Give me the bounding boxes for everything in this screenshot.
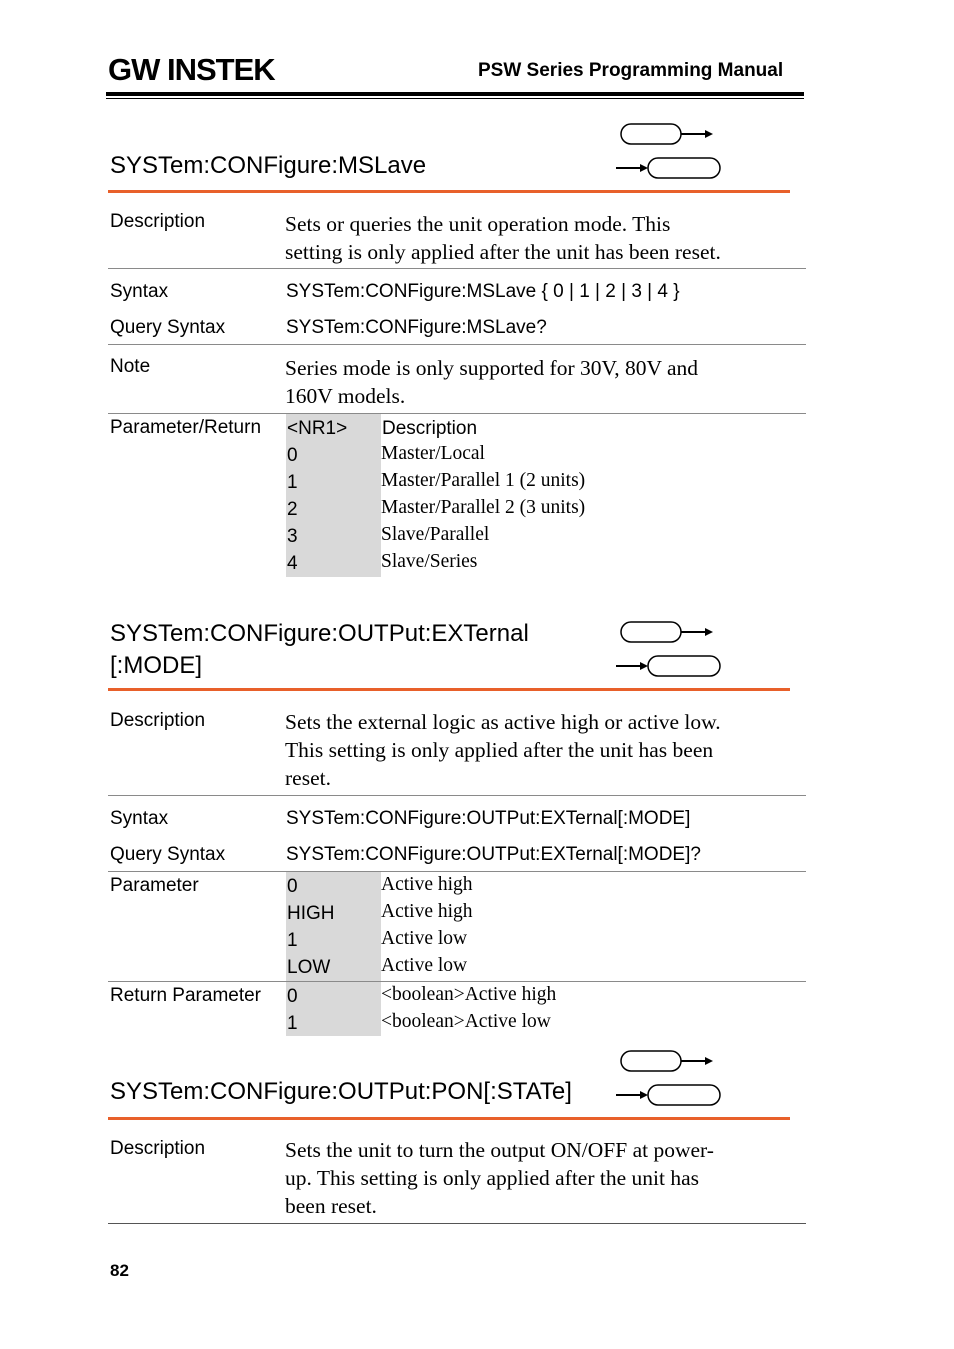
query-syntax-label: Query Syntax (110, 844, 226, 865)
return-shade (286, 982, 381, 1036)
syntax-value: SYSTem:CONFigure:OUTPut:EXTernal[:MODE] (286, 808, 691, 829)
parameter-return-label: Parameter/Return (110, 417, 262, 438)
description-text: Sets the unit to turn the output ON/OFF at power- up. This setting is only applied after the unit has been reset. (285, 1138, 714, 1218)
section-rule (108, 688, 790, 691)
syntax-value: SYSTem:CONFigure:MSLave { 0 | 1 | 2 | 3 | 4 } (286, 281, 680, 302)
note-label: Note (110, 356, 151, 377)
param-code: 4 (287, 553, 298, 574)
param-code: 0 (287, 876, 298, 897)
param-header-code: <NR1> (287, 418, 348, 439)
param-desc: Slave/Series (381, 551, 478, 572)
param-code: 1 (287, 472, 298, 493)
manual-title: PSW Series Programming Manual (478, 60, 784, 81)
header-rule-thin (106, 98, 804, 99)
row-divider (108, 344, 806, 345)
section-title: SYSTem:CONFigure:OUTPut:EXTernal [:MODE] (110, 620, 529, 679)
param-code: HIGH (287, 903, 335, 924)
param-desc: Slave/Parallel (381, 524, 490, 545)
return-code: 0 (287, 986, 298, 1007)
syntax-label: Syntax (110, 808, 169, 829)
param-header-desc: Description (382, 418, 478, 439)
row-divider (108, 413, 806, 414)
param-desc: Active high (381, 901, 473, 922)
query-command-icon (616, 158, 720, 178)
gw-instek-logo (108, 54, 278, 86)
page-number: 82 (110, 1261, 129, 1280)
return-desc: <boolean>Active high (381, 984, 557, 1005)
param-code: LOW (287, 957, 331, 978)
query-command-icon (616, 1085, 720, 1105)
param-code: 0 (287, 445, 298, 466)
param-desc: Active high (381, 874, 473, 895)
description-label: Description (110, 211, 206, 232)
return-code: 1 (287, 1013, 298, 1034)
parameter-label: Parameter (110, 875, 199, 896)
section-rule (108, 190, 790, 193)
description-text: Sets the external logic as active high or active low. This setting is only applied after the unit has been reset. (285, 710, 721, 790)
set-command-icon (621, 124, 713, 144)
query-syntax-value: SYSTem:CONFigure:OUTPut:EXTernal[:MODE]? (286, 844, 701, 865)
set-query-icon (614, 620, 724, 680)
row-divider (108, 1223, 806, 1224)
description-text: Sets or queries the unit operation mode. This setting is only applied after the unit has been reset. (285, 212, 721, 264)
syntax-label: Syntax (110, 281, 169, 302)
query-syntax-value: SYSTem:CONFigure:MSLave? (286, 317, 547, 338)
set-command-icon (621, 622, 713, 642)
set-command-icon (621, 1051, 713, 1071)
param-desc: Master/Parallel 1 (2 units) (381, 470, 586, 491)
set-query-icon (614, 122, 724, 182)
param-code: 1 (287, 930, 298, 951)
param-code: 3 (287, 526, 298, 547)
section-rule (108, 1117, 790, 1120)
logo-text: GW INSTEK (108, 54, 275, 86)
header-rule (106, 92, 804, 96)
query-syntax-label: Query Syntax (110, 317, 226, 338)
return-desc: <boolean>Active low (381, 1011, 551, 1032)
note-text: Series mode is only supported for 30V, 80V and 160V models. (285, 356, 699, 408)
param-desc: Active low (381, 955, 468, 976)
param-code: 2 (287, 499, 298, 520)
section-title: SYSTem:CONFigure:OUTPut:PON[:STATe] (110, 1078, 572, 1105)
description-label: Description (110, 710, 206, 731)
param-desc: Master/Local (381, 443, 485, 464)
return-parameter-label: Return Parameter (110, 985, 262, 1006)
set-query-icon (614, 1049, 724, 1109)
param-desc: Master/Parallel 2 (3 units) (381, 497, 586, 518)
row-divider (108, 795, 806, 796)
description-label: Description (110, 1138, 206, 1159)
row-divider (108, 268, 806, 269)
param-desc: Active low (381, 928, 468, 949)
query-command-icon (616, 656, 720, 676)
section-title: SYSTem:CONFigure:MSLave (110, 152, 427, 179)
